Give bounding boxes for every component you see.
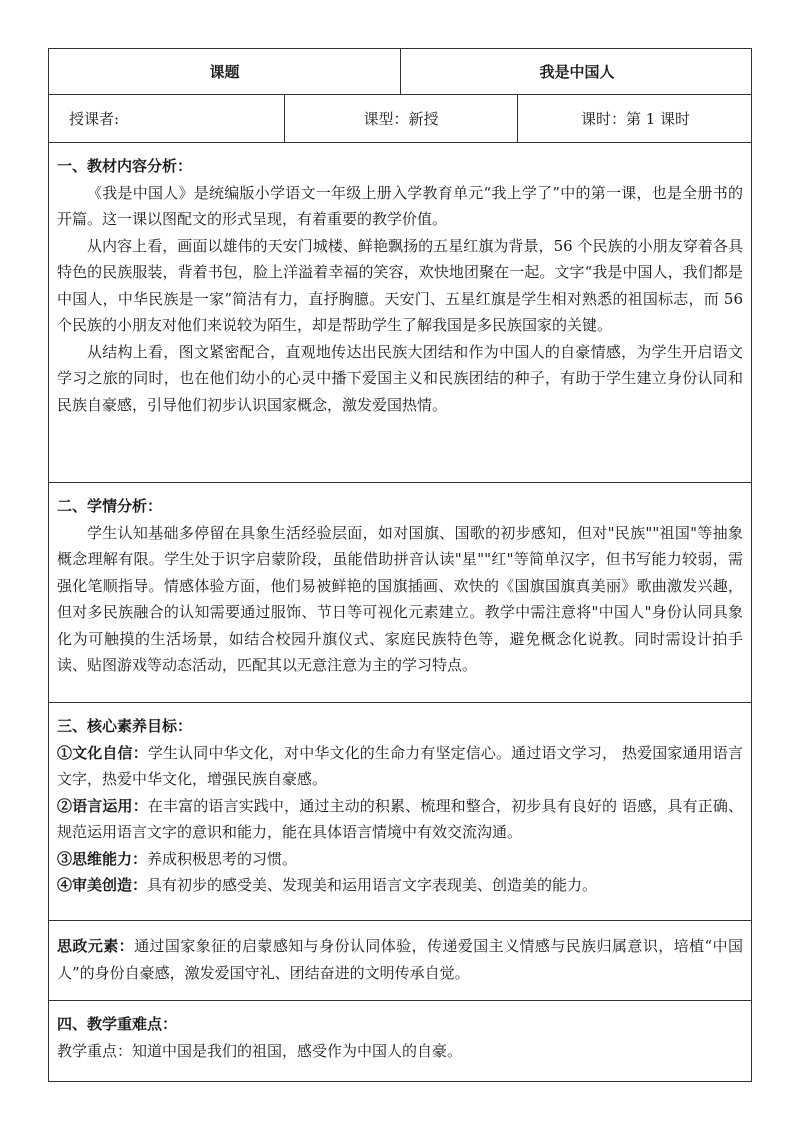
goal-lead-language: ②语言运用： (57, 796, 148, 815)
key-points-text: 教学重点：知道中国是我们的祖国，感受作为中国人的自豪。 (57, 1041, 463, 1060)
topic-label: 课题 (49, 49, 401, 94)
material-analysis-section (49, 143, 751, 483)
key-points-title: 四、教学重难点： (57, 1015, 178, 1033)
ideology-paragraph (57, 933, 743, 986)
ideology-lead: 思政元素： (57, 937, 135, 955)
topic-value: 我是中国人 (539, 63, 615, 81)
topic-row (49, 49, 751, 95)
material-paragraph-1: 《我是中国人》是统编版小学语文一年级上册入学教育单元“我上学了”中的第一课，也是全册书的开篇。这一课以图配文的形式呈现，有着重要的教学价值。 (57, 183, 743, 228)
goal-lead-thinking: ③思维能力： (57, 849, 148, 868)
key-points-section (49, 1001, 751, 1083)
goal-item-thinking (57, 846, 743, 873)
core-goals-section (49, 703, 751, 921)
goal-text-aesthetics: 具有初步的感受美、发现美和运用语言文字表现美、创造美的能力。 (147, 876, 598, 894)
goal-text-culture: 学生认同中华文化，对中华文化的生命力有坚定信心。通过语文学习， 热爱国家通用语言文字，热爱中华文化，增强民族自豪感。 (57, 743, 743, 788)
goal-lead-culture: ①文化自信： (57, 743, 148, 762)
goal-item-language (57, 793, 743, 846)
meta-row (49, 95, 751, 143)
student-paragraph-1: 学生认知基础多停留在具象生活经验层面，如对国旗、国歌的初步感知，但对"民族""祖国"等抽象概念理解有限。学生处于识字启蒙阶段，虽能借助拼音认读"星""红"等简单汉字，但书写能力较弱，需强化笔顺指导。情感体验方面，他们易被鲜艳的国旗插画、欢快的《国旗国旗真美丽》歌曲激发兴趣，但对多民族融合的认知需要通过服饰、节日等可视化元素建立。教学中需注意将"中国人"身份认同具象化为可触摸的生活场景，如结合校园升旗仪式、家庭民族特色等，避免概念化说教。同时需设计拍手读、贴图游戏等动态活动，匹配其以无意注意为主的学习特点。 (57, 523, 743, 674)
material-paragraph-3: 从结构上看，图文紧密配合，直观地传达出民族大团结和作为中国人的自豪情感，为学生开启语文学习之旅的同时，也在他们幼小的心灵中播下爱国主义和民族团结的种子，有助于学生建立身份认同和民族自豪感，引导他们初步认识国家概念，激发爱国热情。 (57, 342, 743, 414)
lesson-plan-table (48, 48, 752, 1082)
goal-text-language: 在丰富的语言实践中，通过主动的积累、梳理和整合，初步具有良好的 语感，具有正确、规范运用语言文字的意识和能力，能在具体语言情境中有效交流沟通。 (57, 796, 743, 841)
goal-text-thinking: 养成积极思考的习惯。 (147, 849, 298, 868)
material-paragraph-2: 从内容上看，画面以雄伟的天安门城楼、鲜艳飘扬的五星红旗为背景，56 个民族的小朋友穿着各具特色的民族服装，背着书包，脸上洋溢着幸福的笑容，欢快地团聚在一起。文字“我是中国人，我们都是中国人，中华民族是一家”简洁有力，直抒胸臆。天安门、五星红旗是学生相对熟悉的祖国标志，而 56 个民族的小朋友对他们来说较为陌生，却是帮助学生了解我国是多民族国家的关键。 (57, 236, 743, 334)
goal-item-culture (57, 740, 743, 793)
lesson-time-cell: 课时：第 1 课时 (580, 110, 691, 128)
ideology-section (49, 921, 751, 1001)
material-analysis-title: 一、教材内容分析： (57, 157, 193, 175)
goal-item-aesthetics (57, 872, 743, 899)
goal-lead-aesthetics: ④审美创造： (57, 876, 148, 894)
core-goals-title: 三、核心素养目标： (57, 717, 193, 735)
ideology-text: 通过国家象征的启蒙感知与身份认同体验，传递爱国主义情感与民族归属意识，培植“中国人”的身份自豪感，激发爱国守礼、团结奋进的文明传承自觉。 (57, 937, 743, 982)
student-analysis-title: 二、学情分析： (57, 497, 163, 515)
lesson-type-cell: 课型：新授 (285, 95, 518, 142)
student-analysis-section (49, 483, 751, 703)
teacher-cell: 授课者: (49, 95, 285, 142)
